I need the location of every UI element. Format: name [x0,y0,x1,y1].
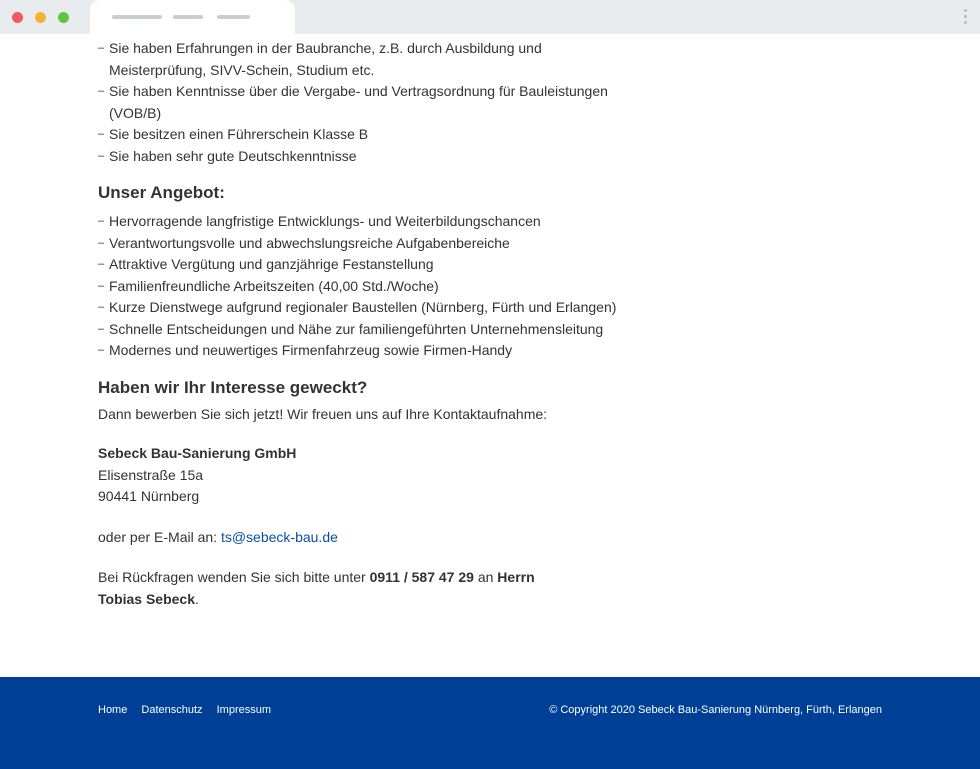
tab-title-placeholder [112,15,162,19]
footer-link-impressum[interactable]: Impressum [216,704,272,716]
offer-list [98,211,618,362]
city-address: 90441 Nürnberg [98,488,200,504]
tab-title-placeholder [217,15,250,19]
maximize-window-button[interactable] [58,12,69,23]
phone-number: 0911 / 587 47 29 [369,569,474,585]
copyright-text: © Copyright 2020 Sebeck Bau-Sanierung Nürnberg, Fürth, Erlangen [549,704,882,716]
list-item: – Sie haben Erfahrungen in der Baubranche, z.B. durch Ausbildung und Meisterprüfung, SIVV-Schein, Studium etc. [98,38,618,81]
company-name: Sebeck Bau-Sanierung GmbH [98,445,297,461]
company-address [98,443,618,508]
close-window-button[interactable] [12,12,23,23]
contact-person: Herrn Tobias Sebeck [98,569,535,607]
list-item: – Hervorragende langfristige Entwicklungs- und Weiterbildungschancen [98,211,618,233]
list-item: – Kurze Dienstwege aufgrund regionaler Baustellen (Nürnberg, Fürth und Erlangen) [98,297,618,319]
email-line [98,527,618,549]
footer-link-home[interactable]: Home [98,704,128,716]
browser-menu-icon[interactable] [964,9,968,26]
site-footer [0,677,980,769]
offer-heading: Unser Angebot: [98,183,225,202]
email-prefix: oder per E-Mail an: [98,528,221,545]
list-item: – Schnelle Entscheidungen und Nähe zur familiengeführten Unternehmensleitung [98,319,618,341]
footer-nav [98,704,282,716]
browser-chrome [0,0,980,34]
email-link[interactable]: ts@sebeck-bau.de [220,528,338,545]
interest-heading: Haben wir Ihr Interesse geweckt? [98,377,368,397]
phone-middle: an [473,569,498,585]
list-item: – Familienfreundliche Arbeitszeiten (40,00 Std./Woche) [98,276,618,298]
browser-tab[interactable] [90,0,295,34]
tab-title-placeholder [173,15,203,19]
footer-link-datenschutz[interactable]: Datenschutz [141,704,203,716]
phone-suffix: . [195,590,199,607]
list-item: – Sie haben sehr gute Deutschkenntnisse [98,146,618,168]
phone-line [98,567,578,610]
list-item: – Modernes und neuwertiges Firmenfahrzeug sowie Firmen-Handy [98,340,618,362]
minimize-window-button[interactable] [35,12,46,23]
job-posting-content [98,38,618,610]
requirements-list [98,38,618,167]
list-item: – Sie besitzen einen Führerschein Klasse B [98,124,618,146]
street-address: Elisenstraße 15a [98,466,204,483]
list-item: – Sie haben Kenntnisse über die Vergabe- und Vertragsordnung für Bauleistungen (VOB/B) [98,81,618,124]
interest-text: Dann bewerben Sie sich jetzt! Wir freuen uns auf Ihre Kontaktaufnahme: [98,405,548,422]
phone-prefix: Bei Rückfragen wenden Sie sich bitte unter [98,569,370,585]
list-item: – Verantwortungsvolle und abwechslungsreiche Aufgabenbereiche [98,233,618,255]
list-item: – Attraktive Vergütung und ganzjährige Festanstellung [98,254,618,276]
